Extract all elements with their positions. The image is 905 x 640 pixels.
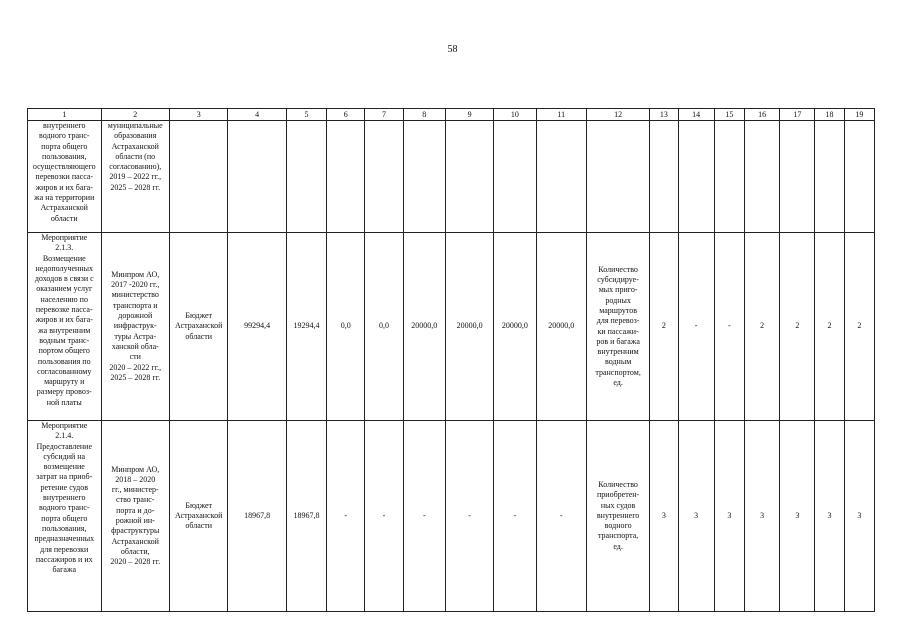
measure-name-cell: Мероприятие 2.1.4. Предоставление субсидий на возмещение затрат на приоб- ретение судов внутреннего водного транс- порта общего пользования, предназначенных для перевозки пассажиров и их багажа [28,421,102,612]
amount-cell: - [365,421,403,612]
table-cell [327,121,365,233]
amount-cell: - [494,421,536,612]
column-header: 17 [780,109,815,121]
amount-cell: 0,0 [327,233,365,421]
table-cell [780,121,815,233]
table-cell [744,121,779,233]
column-header: 2 [101,109,169,121]
indicator-cell: Количество субсидируе- мых приго- родных маршрутов для перевоз- ки пассажи- ров и багажа внутренним водным транспортом, ед. [586,233,649,421]
column-header: 19 [844,109,874,121]
table-cell [678,121,714,233]
indicator-value-cell: 2 [744,233,779,421]
amount-cell: 18967,8 [286,421,326,612]
column-header: 1 [28,109,102,121]
header-row [28,109,875,121]
executor-cell: муниципальные образования Астраханской области (по согласованию), 2019 – 2022 гг., 2025 – 2028 гг. [101,121,169,233]
column-header: 4 [228,109,286,121]
amount-cell: - [327,421,365,612]
indicator-value-cell: 3 [844,421,874,612]
executor-cell: Минпром АО, 2017 -2020 гг., министерство транспорта и дорожной инфраструк- туры Астра- ханской обла- сти 2020 – 2022 гг., 2025 – 2028 гг. [101,233,169,421]
executor-cell: Минпром АО, 2018 – 2020 гг., министер- ство транс- порта и до- рожной ин- фраструктуры Астраханской области, 2020 – 2028 гг. [101,421,169,612]
page-number: 58 [447,44,458,55]
indicator-value-cell: 2 [815,233,844,421]
indicator-value-cell: 3 [678,421,714,612]
column-header: 15 [714,109,744,121]
amount-cell: 20000,0 [445,233,493,421]
indicator-value-cell: 3 [714,421,744,612]
indicator-value-cell: 3 [815,421,844,612]
indicator-value-cell: 2 [650,233,678,421]
indicator-value-cell: - [714,233,744,421]
table-cell [494,121,536,233]
column-header: 6 [327,109,365,121]
column-header: 9 [445,109,493,121]
table-cell [286,121,326,233]
amount-cell: 0,0 [365,233,403,421]
table-row [28,121,875,233]
amount-cell: 20000,0 [403,233,445,421]
column-header: 8 [403,109,445,121]
program-table [27,108,875,612]
table-cell [844,121,874,233]
table-row [28,233,875,421]
measure-name-cell: внутреннего водного транс- порта общего пользования, осуществляющего перевозки пасса- жиров и их бага- жа на территории Астраханской области [28,121,102,233]
table-cell [650,121,678,233]
table-cell [365,121,403,233]
table-cell [445,121,493,233]
table-cell [228,121,286,233]
table-cell [403,121,445,233]
amount-cell: 99294,4 [228,233,286,421]
amount-cell: 20000,0 [494,233,536,421]
column-header: 12 [586,109,649,121]
column-header: 16 [744,109,779,121]
indicator-cell: Количество приобретен- ных судов внутреннего водного транспорта, ед. [586,421,649,612]
amount-cell: - [445,421,493,612]
table-cell [815,121,844,233]
table-cell [586,121,649,233]
indicator-value-cell: 3 [650,421,678,612]
indicator-value-cell: 3 [780,421,815,612]
amount-cell: 18967,8 [228,421,286,612]
funding-source-cell: Бюджет Астраханской области [170,421,228,612]
column-header: 5 [286,109,326,121]
indicator-value-cell: 2 [844,233,874,421]
table-row [28,421,875,612]
amount-cell: - [536,421,586,612]
measure-name-cell: Мероприятие 2.1.3. Возмещение недополученных доходов в связи с оказанием услуг населению по перевозке пасса- жиров и их бага- жа внутренним водным транс- портом общего пользования по согласованному маршруту и размеру провоз- ной платы [28,233,102,421]
table-cell [170,121,228,233]
column-header: 14 [678,109,714,121]
table-cell [714,121,744,233]
column-header: 18 [815,109,844,121]
column-header: 10 [494,109,536,121]
indicator-value-cell: 3 [744,421,779,612]
indicator-value-cell: 2 [780,233,815,421]
table-cell [536,121,586,233]
column-header: 13 [650,109,678,121]
column-header: 7 [365,109,403,121]
amount-cell: 20000,0 [536,233,586,421]
indicator-value-cell: - [678,233,714,421]
column-header: 11 [536,109,586,121]
amount-cell: 19294,4 [286,233,326,421]
amount-cell: - [403,421,445,612]
column-header: 3 [170,109,228,121]
funding-source-cell: Бюджет Астраханской области [170,233,228,421]
